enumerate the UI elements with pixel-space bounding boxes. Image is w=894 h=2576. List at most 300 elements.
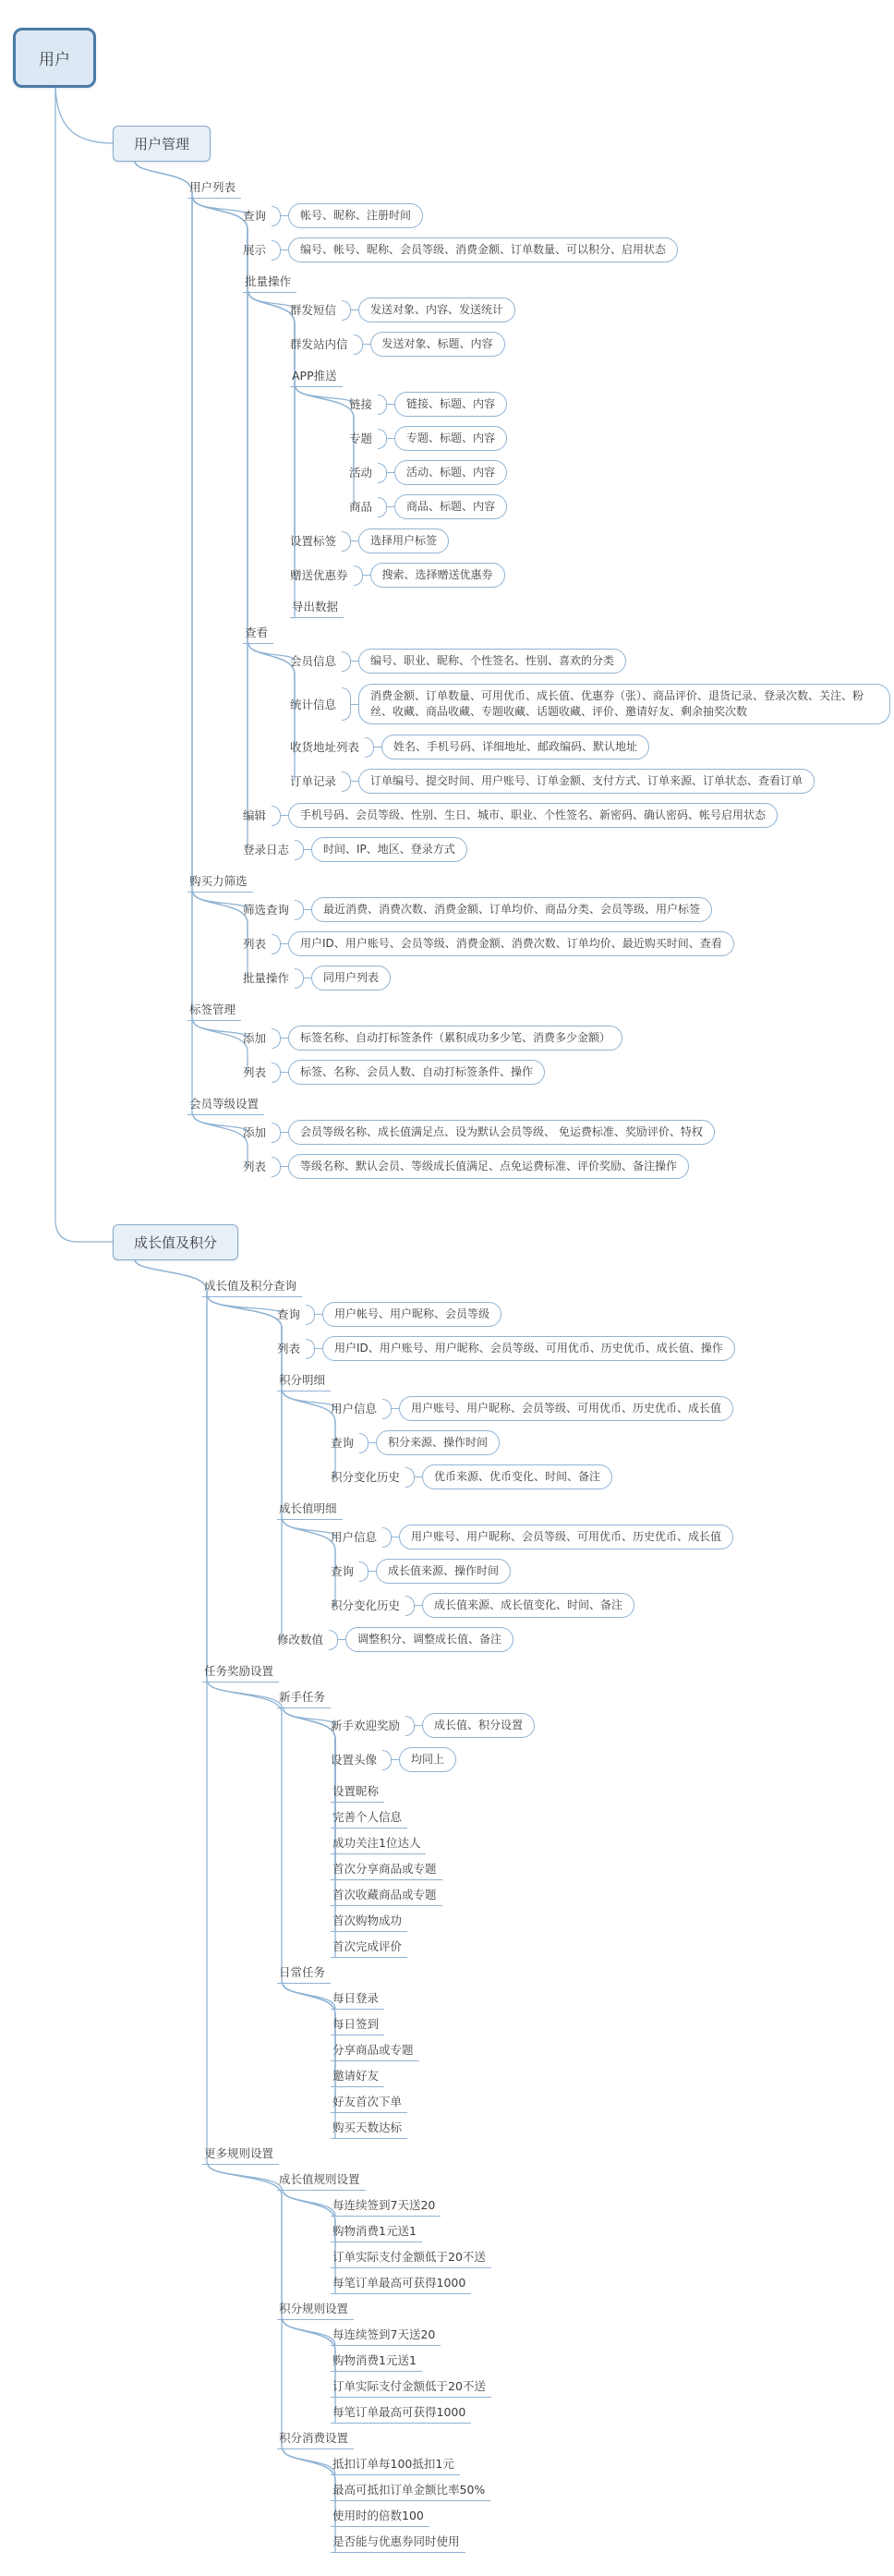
topic-label[interactable]: 查看 bbox=[243, 626, 273, 644]
topic-label[interactable]: 批量操作 bbox=[243, 971, 290, 985]
topic-label[interactable]: 首次收藏商品或专题 bbox=[331, 1888, 442, 1906]
topic-label[interactable]: 积分变化历史 bbox=[331, 1470, 401, 1484]
topic-row bbox=[202, 2139, 890, 2165]
topic-label[interactable]: 列表 bbox=[277, 1342, 301, 1355]
topic-label[interactable]: 购买天数达标 bbox=[331, 2120, 407, 2139]
topic-label[interactable]: 首次购物成功 bbox=[331, 1914, 407, 1932]
connector-line bbox=[193, 198, 248, 815]
detail-pill[interactable]: 商品、标题、内容 bbox=[394, 494, 507, 519]
detail-pill[interactable]: 搜索、选择赠送优惠券 bbox=[370, 563, 505, 588]
bracket-tick bbox=[415, 1725, 422, 1726]
topic-label[interactable]: 购物消费1元送1 bbox=[331, 2353, 422, 2372]
topic-label[interactable]: 添加 bbox=[243, 1125, 267, 1139]
topic-label[interactable]: 商品 bbox=[349, 500, 373, 514]
connector-line bbox=[193, 198, 248, 849]
connector-line bbox=[135, 1259, 207, 1296]
detail-pill[interactable]: 手机号码、会员等级、性别、生日、城市、职业、个性签名、新密码、确认密码、帐号启用状态 bbox=[288, 803, 778, 828]
bracket-tick bbox=[304, 849, 311, 850]
detail-pill[interactable]: 同用户列表 bbox=[311, 966, 391, 990]
connector-line bbox=[283, 1707, 335, 1905]
topic-row bbox=[331, 1426, 890, 1460]
connector-line bbox=[208, 2164, 282, 2448]
detail-pill[interactable]: 帐号、昵称、注册时间 bbox=[288, 203, 423, 228]
topic-row bbox=[202, 1657, 890, 1683]
detail-pill[interactable]: 等级名称、默认会员、等级成长值满足、点免运费标准、评价奖励、备注操作 bbox=[288, 1154, 689, 1179]
detail-pill[interactable]: 发送对象、标题、内容 bbox=[370, 332, 505, 357]
topic-row bbox=[277, 1366, 890, 1391]
connector-line bbox=[208, 1296, 282, 1639]
connector-line bbox=[135, 161, 192, 892]
topic-row bbox=[243, 233, 890, 267]
connector-line bbox=[283, 1707, 335, 1957]
topic-label[interactable]: 导出数据 bbox=[290, 600, 344, 618]
bracket-tick bbox=[338, 1639, 345, 1640]
topic-row bbox=[331, 2527, 890, 2553]
topic-label[interactable]: 列表 bbox=[243, 1065, 267, 1079]
group-bracket-icon bbox=[295, 900, 304, 920]
connector-line bbox=[135, 161, 192, 1114]
bracket-tick bbox=[315, 1314, 322, 1315]
topic-row bbox=[243, 893, 890, 927]
bracket-tick bbox=[281, 249, 288, 250]
detail-pill[interactable]: 发送对象、内容、发送统计 bbox=[358, 298, 515, 322]
connector-line bbox=[248, 292, 295, 541]
group-bracket-icon bbox=[405, 1596, 415, 1616]
topic-row bbox=[331, 1880, 890, 1906]
topic-label[interactable]: 每连续签到7天送20 bbox=[331, 2198, 441, 2217]
topic-label[interactable]: 群发短信 bbox=[290, 303, 337, 317]
topic-label[interactable]: 积分变化历史 bbox=[331, 1598, 401, 1612]
bracket-tick bbox=[392, 1408, 399, 1409]
group-bracket-icon bbox=[272, 1063, 281, 1083]
connector-line bbox=[193, 1114, 248, 1132]
topic-label[interactable]: 列表 bbox=[243, 1160, 267, 1173]
topic-label[interactable]: 登录日志 bbox=[243, 843, 290, 857]
connector-line bbox=[208, 1682, 282, 1983]
topic-label[interactable]: 积分消费设置 bbox=[277, 2431, 354, 2449]
connector-line bbox=[283, 1391, 335, 1408]
connector-line bbox=[248, 643, 295, 747]
topic-label[interactable]: 好友首次下单 bbox=[331, 2095, 407, 2113]
connector-line bbox=[193, 198, 248, 643]
topic-row bbox=[243, 199, 890, 233]
topic-label[interactable]: 群发站内信 bbox=[290, 337, 348, 351]
topic-row bbox=[277, 1494, 890, 1520]
bracket-tick bbox=[281, 1072, 288, 1073]
group-bracket-icon bbox=[378, 429, 387, 449]
group-bracket-icon bbox=[342, 300, 351, 321]
topic-label[interactable]: 会员等级设置 bbox=[187, 1097, 264, 1115]
connector-line bbox=[193, 1114, 248, 1166]
group-bracket-icon bbox=[378, 497, 387, 517]
topic-row bbox=[349, 456, 890, 490]
connector-line bbox=[283, 1983, 335, 2138]
detail-pill[interactable]: 用户ID、用户账号、用户昵称、会员等级、可用优币、历史优币、成长值、操作 bbox=[322, 1336, 735, 1361]
topic-row bbox=[331, 2449, 890, 2475]
topic-row bbox=[243, 1055, 890, 1089]
connector-line bbox=[208, 1296, 282, 1314]
topic-label[interactable]: 列表 bbox=[243, 937, 267, 951]
connector-line bbox=[135, 1259, 207, 1682]
connector-line bbox=[193, 198, 248, 215]
topic-row bbox=[331, 2217, 890, 2242]
topic-row bbox=[290, 644, 890, 678]
bracket-tick bbox=[281, 815, 288, 816]
detail-pill[interactable]: 用户帐号、用户昵称、会员等级 bbox=[322, 1302, 501, 1327]
topic-label[interactable]: 批量操作 bbox=[243, 274, 296, 293]
connector-line bbox=[283, 2448, 335, 2552]
detail-pill[interactable]: 链接、标题、内容 bbox=[394, 392, 507, 417]
topic-label[interactable]: 最高可抵扣订单金额比率50% bbox=[331, 2483, 490, 2501]
topic-label[interactable]: 编辑 bbox=[243, 808, 267, 822]
group-bracket-icon bbox=[378, 463, 387, 483]
bracket-tick bbox=[281, 1166, 288, 1167]
topic-row bbox=[202, 1271, 890, 1297]
topic-label[interactable]: 每笔订单最高可获得1000 bbox=[331, 2276, 471, 2294]
detail-pill[interactable]: 编号、职业、昵称、个性签名、性别、喜欢的分类 bbox=[358, 649, 626, 674]
detail-pill[interactable]: 成长值、积分设置 bbox=[422, 1713, 535, 1738]
topic-row bbox=[331, 2113, 890, 2139]
topic-row bbox=[187, 995, 890, 1021]
bracket-tick bbox=[281, 1038, 288, 1039]
topic-row bbox=[187, 1089, 890, 1115]
group-bracket-icon bbox=[295, 968, 304, 989]
topic-row bbox=[349, 421, 890, 456]
bracket-tick bbox=[281, 1132, 288, 1133]
connector-line bbox=[55, 82, 114, 1242]
topic-row bbox=[331, 2398, 890, 2424]
bracket-tick bbox=[363, 575, 370, 576]
topic-row bbox=[290, 293, 890, 327]
connector-line bbox=[296, 386, 354, 404]
group-bracket-icon bbox=[272, 206, 281, 226]
detail-pill[interactable]: 用户账号、用户昵称、会员等级、可用优币、历史优币、成长值 bbox=[399, 1525, 733, 1549]
topic-label[interactable]: 积分规则设置 bbox=[277, 2302, 354, 2320]
topic-row bbox=[331, 1906, 890, 1932]
topic-label[interactable]: 设置标签 bbox=[290, 534, 337, 548]
topic-label[interactable]: 分享商品或专题 bbox=[331, 2043, 419, 2061]
connector-line bbox=[296, 386, 354, 506]
topic-row bbox=[331, 1520, 890, 1554]
group-bracket-icon bbox=[342, 772, 351, 792]
topic-row bbox=[243, 1115, 890, 1149]
bracket-tick bbox=[281, 943, 288, 944]
topic-row bbox=[331, 1803, 890, 1829]
topic-row bbox=[290, 327, 890, 361]
topic-label[interactable]: 成功关注1位达人 bbox=[331, 1836, 426, 1854]
detail-pill[interactable]: 会员等级名称、成长值满足点、设为默认会员等级、 免运费标准、奖励评价、特权 bbox=[288, 1120, 715, 1145]
topic-row bbox=[290, 592, 890, 618]
topic-row bbox=[243, 267, 890, 293]
topic-label[interactable]: 专题 bbox=[349, 431, 373, 445]
group-bracket-icon bbox=[272, 934, 281, 954]
topic-row bbox=[331, 1460, 890, 1494]
detail-pill[interactable]: 调整积分、调整成长值、备注 bbox=[345, 1627, 513, 1652]
bracket-tick bbox=[351, 781, 358, 782]
topic-row bbox=[331, 1708, 890, 1743]
bracket-tick bbox=[368, 1442, 376, 1443]
topic-label[interactable]: 查询 bbox=[331, 1564, 355, 1578]
connector-line bbox=[248, 643, 295, 702]
detail-pill[interactable]: 成长值来源、操作时间 bbox=[376, 1559, 511, 1584]
bracket-tick bbox=[351, 704, 358, 705]
topic-row bbox=[331, 1391, 890, 1426]
topic-row bbox=[243, 961, 890, 995]
group-bracket-icon bbox=[354, 565, 363, 586]
topic-label[interactable]: 订单记录 bbox=[290, 774, 337, 788]
topic-row bbox=[243, 618, 890, 644]
topic-label[interactable]: 积分明细 bbox=[277, 1373, 331, 1391]
connector-line bbox=[135, 161, 192, 198]
bracket-tick bbox=[315, 1348, 322, 1349]
connector-line bbox=[135, 161, 192, 1020]
topic-row bbox=[331, 1854, 890, 1880]
group-bracket-icon bbox=[405, 1716, 415, 1736]
topic-label[interactable]: 完善个人信息 bbox=[331, 1810, 407, 1829]
topic-label[interactable]: 使用时的倍数100 bbox=[331, 2509, 429, 2527]
topic-label[interactable]: 日常任务 bbox=[277, 1965, 331, 1984]
topic-label[interactable]: 每连续签到7天送20 bbox=[331, 2327, 441, 2346]
topic-row bbox=[331, 2035, 890, 2061]
group-bracket-icon bbox=[342, 651, 351, 672]
topic-label[interactable]: 用户信息 bbox=[331, 1402, 378, 1416]
topic-row bbox=[331, 2372, 890, 2398]
bracket-tick bbox=[392, 1759, 399, 1760]
topic-label[interactable]: 新手任务 bbox=[277, 1690, 331, 1708]
connector-line bbox=[283, 1983, 335, 2086]
topic-label[interactable]: 抵扣订单每100抵扣1元 bbox=[331, 2457, 460, 2475]
topic-label[interactable]: 是否能与优惠券同时使用 bbox=[331, 2534, 465, 2553]
detail-pill[interactable]: 时间、IP、地区、登录方式 bbox=[311, 837, 467, 862]
topic-row bbox=[331, 2346, 890, 2372]
topic-label[interactable]: 活动 bbox=[349, 466, 373, 480]
topic-label[interactable]: 收货地址列表 bbox=[290, 740, 360, 754]
topic-row bbox=[331, 1554, 890, 1588]
connector-line bbox=[248, 292, 295, 310]
group-bracket-icon bbox=[329, 1630, 338, 1650]
connector-line bbox=[283, 1707, 335, 1725]
topic-label[interactable]: 赠送优惠券 bbox=[290, 568, 348, 582]
topic-label[interactable]: 任务奖励设置 bbox=[202, 1664, 279, 1683]
topic-label[interactable]: 查询 bbox=[243, 209, 267, 223]
detail-pill[interactable]: 选择用户标签 bbox=[358, 529, 449, 553]
connector-line bbox=[283, 2319, 335, 2423]
group-bracket-icon bbox=[272, 1157, 281, 1177]
bracket-tick bbox=[415, 1476, 422, 1477]
topic-label[interactable]: 购物消费1元送1 bbox=[331, 2224, 422, 2242]
topic-row bbox=[290, 361, 890, 387]
topic-label[interactable]: 用户信息 bbox=[331, 1530, 378, 1544]
topic-label[interactable]: 每日签到 bbox=[331, 2017, 384, 2035]
detail-pill[interactable]: 最近消费、消费次数、消费金额、订单均价、商品分类、会员等级、用户标签 bbox=[311, 897, 712, 922]
topic-row bbox=[331, 1932, 890, 1958]
detail-pill[interactable]: 标签、名称、会员人数、自动打标签条件、操作 bbox=[288, 1060, 545, 1085]
group-bracket-icon bbox=[382, 1527, 392, 1548]
bracket-tick bbox=[304, 909, 311, 910]
group-bracket-icon bbox=[306, 1305, 315, 1325]
bracket-tick bbox=[368, 1571, 376, 1572]
topic-label[interactable]: 筛选查询 bbox=[243, 903, 290, 917]
group-bracket-icon bbox=[382, 1750, 392, 1770]
group-bracket-icon bbox=[306, 1339, 315, 1359]
topic-label[interactable]: APP推送 bbox=[290, 369, 343, 387]
topic-row bbox=[277, 2294, 890, 2320]
topic-label[interactable]: 更多规则设置 bbox=[202, 2146, 279, 2165]
topic-label[interactable]: 添加 bbox=[243, 1031, 267, 1045]
connector-line bbox=[55, 82, 114, 143]
group-bracket-icon bbox=[295, 840, 304, 860]
topic-label[interactable]: 新手欢迎奖励 bbox=[331, 1719, 401, 1732]
topic-row bbox=[331, 2268, 890, 2294]
connector-line bbox=[193, 1020, 248, 1072]
detail-pill[interactable]: 用户账号、用户昵称、会员等级、可用优币、历史优币、成长值 bbox=[399, 1396, 733, 1421]
topic-label[interactable]: 首次完成评价 bbox=[331, 1939, 407, 1958]
branch-topic-box[interactable]: 成长值及积分 bbox=[113, 1224, 238, 1260]
topic-label[interactable]: 链接 bbox=[349, 397, 373, 411]
topic-row bbox=[277, 2424, 890, 2449]
bracket-tick bbox=[387, 506, 394, 507]
topic-row bbox=[243, 927, 890, 961]
topic-row bbox=[331, 1743, 890, 1777]
topic-row bbox=[243, 1149, 890, 1184]
topic-label[interactable]: 订单实际支付金额低于20不送 bbox=[331, 2250, 491, 2268]
topic-row bbox=[187, 173, 890, 199]
topic-row bbox=[290, 678, 890, 730]
topic-row bbox=[349, 490, 890, 524]
topic-label[interactable]: 购买力筛选 bbox=[187, 874, 253, 893]
detail-pill[interactable]: 编号、帐号、昵称、会员等级、消费金额、订单数量、可以积分、启用状态 bbox=[288, 237, 678, 262]
topic-label[interactable]: 查询 bbox=[277, 1307, 301, 1321]
topic-row bbox=[331, 2501, 890, 2527]
bracket-tick bbox=[351, 661, 358, 662]
detail-pill[interactable]: 姓名、手机号码、详细地址、邮政编码、默认地址 bbox=[381, 735, 649, 759]
connector-line bbox=[248, 292, 295, 617]
topic-label[interactable]: 查询 bbox=[331, 1436, 355, 1450]
topic-row bbox=[331, 2087, 890, 2113]
topic-label[interactable]: 订单实际支付金额低于20不送 bbox=[331, 2379, 491, 2398]
topic-label[interactable]: 展示 bbox=[243, 243, 267, 257]
detail-pill[interactable]: 消费金额、订单数量、可用优币、成长值、优惠券（张）、商品评价、退货记录、登录次数、关注、粉丝、收藏、商品收藏、专题收藏、话题收藏、评价、邀请好友、剩余抽奖次数 bbox=[358, 684, 890, 724]
topic-row bbox=[243, 1021, 890, 1055]
topic-row bbox=[277, 1297, 890, 1331]
topic-row bbox=[290, 730, 890, 764]
detail-pill[interactable]: 均同上 bbox=[399, 1747, 456, 1772]
topic-row bbox=[277, 1331, 890, 1366]
connector-line bbox=[283, 1519, 335, 1537]
topic-row bbox=[290, 558, 890, 592]
topic-row bbox=[331, 2010, 890, 2035]
topic-label[interactable]: 设置头像 bbox=[331, 1753, 378, 1767]
detail-pill[interactable]: 优币来源、优币变化、时间、备注 bbox=[422, 1464, 612, 1489]
topic-row bbox=[331, 1588, 890, 1622]
topic-row bbox=[331, 1777, 890, 1803]
detail-pill[interactable]: 专题、标题、内容 bbox=[394, 426, 507, 451]
group-bracket-icon bbox=[354, 334, 363, 355]
topic-label[interactable]: 设置昵称 bbox=[331, 1784, 384, 1803]
connector-line bbox=[248, 292, 295, 386]
detail-pill[interactable]: 标签名称、自动打标签条件（累积成功多少笔、消费多少金额） bbox=[288, 1026, 622, 1051]
topic-row bbox=[243, 832, 890, 867]
topic-row bbox=[349, 387, 890, 421]
topic-row bbox=[277, 1683, 890, 1708]
bracket-tick bbox=[281, 215, 288, 216]
group-bracket-icon bbox=[359, 1433, 368, 1453]
topic-row bbox=[290, 524, 890, 558]
connector-line bbox=[283, 2190, 335, 2293]
topic-label[interactable]: 统计信息 bbox=[290, 697, 337, 711]
topic-label[interactable]: 每日登录 bbox=[331, 1991, 384, 2010]
topic-label[interactable]: 会员信息 bbox=[290, 654, 337, 668]
group-bracket-icon bbox=[359, 1561, 368, 1582]
group-bracket-icon bbox=[342, 531, 351, 552]
topic-row bbox=[187, 867, 890, 893]
bracket-tick bbox=[415, 1605, 422, 1606]
connector-line bbox=[208, 2164, 282, 2319]
group-bracket-icon bbox=[378, 395, 387, 415]
topic-label[interactable]: 用户列表 bbox=[187, 180, 241, 199]
topic-label[interactable]: 邀请好友 bbox=[331, 2069, 384, 2087]
topic-row bbox=[331, 1829, 890, 1854]
connector-line bbox=[283, 1707, 335, 1853]
group-bracket-icon bbox=[342, 687, 351, 721]
branch-topic-box[interactable]: 用户管理 bbox=[113, 126, 211, 162]
group-bracket-icon bbox=[272, 806, 281, 826]
topic-label[interactable]: 首次分享商品或专题 bbox=[331, 1862, 442, 1880]
topic-row bbox=[331, 2320, 890, 2346]
connector-line bbox=[193, 892, 248, 909]
connector-line bbox=[248, 643, 295, 781]
connector-line bbox=[283, 1707, 335, 1931]
detail-pill[interactable]: 订单编号、提交时间、用户账号、订单金额、支付方式、订单来源、订单状态、查看订单 bbox=[358, 769, 815, 794]
group-bracket-icon bbox=[272, 240, 281, 261]
topic-label[interactable]: 修改数值 bbox=[277, 1633, 324, 1646]
detail-pill[interactable]: 成长值来源、成长值变化、时间、备注 bbox=[422, 1593, 634, 1618]
detail-pill[interactable]: 用户ID、用户账号、会员等级、消费金额、消费次数、订单均价、最近购买时间、查看 bbox=[288, 931, 734, 956]
connector-line bbox=[248, 643, 295, 661]
detail-pill[interactable]: 活动、标题、内容 bbox=[394, 460, 507, 485]
connector-line bbox=[283, 1707, 335, 1828]
topic-row bbox=[243, 798, 890, 832]
bracket-tick bbox=[387, 472, 394, 473]
group-bracket-icon bbox=[382, 1399, 392, 1419]
topic-row bbox=[277, 2165, 890, 2191]
topic-row bbox=[331, 2061, 890, 2087]
group-bracket-icon bbox=[272, 1028, 281, 1049]
root-topic-box[interactable]: 用户 bbox=[13, 28, 96, 88]
topic-label[interactable]: 每笔订单最高可获得1000 bbox=[331, 2405, 471, 2424]
topic-row bbox=[331, 2242, 890, 2268]
topic-label[interactable]: 标签管理 bbox=[187, 1002, 241, 1021]
topic-row bbox=[277, 1958, 890, 1984]
connector-line bbox=[135, 1259, 207, 2164]
group-bracket-icon bbox=[272, 1123, 281, 1143]
group-bracket-icon bbox=[365, 737, 374, 758]
bracket-tick bbox=[387, 404, 394, 405]
topic-label[interactable]: 成长值规则设置 bbox=[277, 2172, 366, 2191]
topic-row bbox=[331, 1984, 890, 2010]
topic-row bbox=[277, 1622, 890, 1657]
detail-pill[interactable]: 积分来源、操作时间 bbox=[376, 1430, 500, 1455]
connector-line bbox=[248, 292, 295, 575]
group-bracket-icon bbox=[405, 1467, 415, 1488]
topic-row bbox=[331, 2475, 890, 2501]
bracket-tick bbox=[387, 438, 394, 439]
topic-label[interactable]: 成长值及积分查询 bbox=[202, 1279, 302, 1297]
topic-row bbox=[290, 764, 890, 798]
connector-line bbox=[283, 1707, 335, 1879]
topic-row bbox=[331, 2191, 890, 2217]
topic-label[interactable]: 成长值明细 bbox=[277, 1501, 343, 1520]
